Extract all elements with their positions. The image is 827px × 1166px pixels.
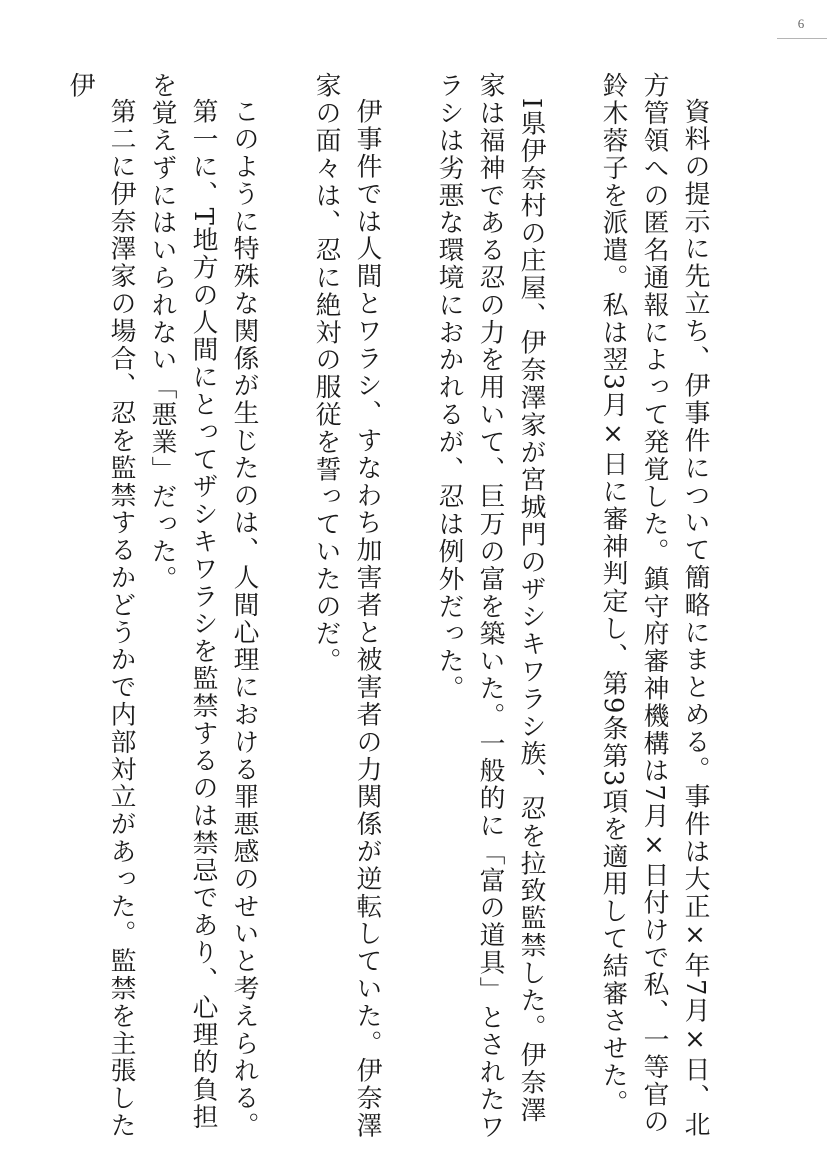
paragraph-4: このように特殊な関係が生じたのは、人間心理における罪悪感のせいと考えられる。 bbox=[229, 97, 259, 1139]
paragraph-1: 資料の提示に先立ち、伊事件について簡略にまとめる。事件は大正×年7月×日、北方管領への匿名通報によって発覚した。鎮守府審神機構は7月×日付けで私、一等官の鈴木蓉子を派遣。私は翌3月×日に審神判定し、第9条第3項を適用して結審させた。 bbox=[598, 72, 710, 1139]
paragraph-5: 第一に、T地方の人間にとってザシキワラシを監禁するのは禁忌であり、心理的負担を覚えずにはいられない「悪業」だった。 bbox=[147, 72, 218, 1131]
page-number: 6 bbox=[797, 16, 805, 31]
paragraph-6: 第二に伊奈澤家の場合、忍を監禁するかどうかで内部対立があった。監禁を主張した伊 bbox=[65, 72, 136, 1139]
paragraph-2: I県伊奈村の庄屋、伊奈澤家が宮城門のザシキワラシ族、忍を拉致監禁した。伊奈澤家は福神である忍の力を用いて、巨万の富を築いた。一般的に「富の道具」とされたワラシは劣悪な環境におかれるが、忍は例外だった。 bbox=[434, 72, 546, 1141]
paragraph-3: 伊事件では人間とワラシ、すなわち加害者と被害者の力関係が逆転していた。伊奈澤家の面々は、忍に絶対の服従を誓っていたのだ。 bbox=[311, 72, 382, 1139]
header-rule bbox=[777, 38, 827, 39]
vertical-text-body bbox=[65, 72, 715, 1142]
